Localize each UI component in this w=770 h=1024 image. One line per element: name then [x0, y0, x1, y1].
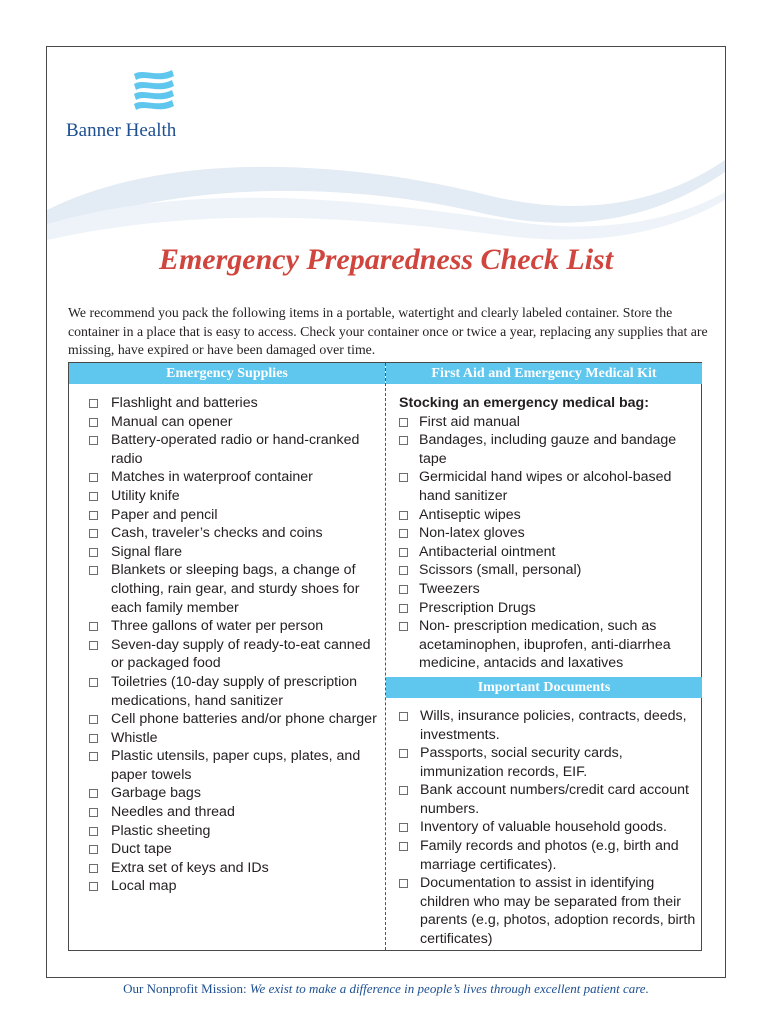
checkbox[interactable]	[399, 879, 408, 888]
checklist-item-text: Seven-day supply of ready-to-eat canned or packaged food	[111, 636, 371, 672]
checkbox[interactable]	[89, 399, 98, 408]
checkbox[interactable]	[399, 842, 408, 851]
checklist-item	[69, 487, 385, 506]
first-aid-list	[386, 413, 702, 673]
checkbox[interactable]	[399, 585, 408, 594]
brand-logo	[66, 66, 196, 146]
checklist-item-text: Plastic sheeting	[111, 822, 211, 839]
checklist-item	[386, 580, 702, 599]
checklist-item-text: Bandages, including gauze and bandage tape	[419, 432, 677, 467]
checklist-item-text: Signal flare	[111, 543, 182, 560]
checklist-item	[69, 710, 385, 729]
checklist-item-text: Paper and pencil	[111, 506, 218, 523]
important-documents-list	[386, 707, 702, 949]
mission-label: Our Nonprofit Mission:	[123, 981, 247, 996]
checklist-item	[69, 822, 385, 841]
checklist-item-text: Passports, social security cards, immunization records, EIF.	[420, 745, 623, 780]
checklist-item-text: Tweezers	[419, 580, 480, 597]
checkbox[interactable]	[399, 749, 408, 758]
checklist-item-text: Inventory of valuable household goods.	[420, 819, 667, 836]
page-title: Emergency Preparedness Check List	[158, 243, 614, 276]
checklist-item-text: Prescription Drugs	[419, 599, 536, 616]
checklist-item	[69, 561, 385, 617]
checkbox[interactable]	[399, 712, 408, 721]
checkbox[interactable]	[399, 418, 408, 427]
checklist-item	[69, 524, 385, 543]
checkbox[interactable]	[89, 752, 98, 761]
checklist-item-text: Flashlight and batteries	[111, 395, 258, 411]
checklist-item-text: Manual can opener	[111, 413, 233, 430]
checkbox[interactable]	[89, 436, 98, 445]
checklist-item	[386, 837, 702, 874]
checklist-item	[69, 747, 385, 784]
checkbox[interactable]	[399, 511, 408, 520]
checklist-item-text: Needles and thread	[111, 804, 235, 821]
checklist-item	[69, 803, 385, 822]
checklist-item	[386, 781, 702, 818]
checklist-item	[386, 431, 702, 468]
checkbox[interactable]	[89, 715, 98, 724]
checklist-item	[69, 636, 385, 673]
checklist-item-text: Extra set of keys and IDs	[111, 859, 269, 876]
checklist-item-text: First aid manual	[419, 413, 520, 430]
banner-flag-logo-icon	[128, 66, 180, 118]
checkbox[interactable]	[89, 566, 98, 575]
checklist-item-text: Battery-operated radio or hand-cranked radio	[111, 432, 360, 467]
checklist-item	[386, 413, 702, 432]
checklist-item-text: Utility knife	[111, 487, 180, 504]
checkbox[interactable]	[399, 786, 408, 795]
emergency-supplies-list	[69, 394, 385, 896]
checkbox[interactable]	[399, 566, 408, 575]
checklist-item-text: Non- prescription medication, such as acetaminophen, ibuprofen, anti-diarrhea medicine, antacids and laxatives	[419, 618, 671, 672]
checklist-item-text: Cash, traveler’s checks and coins	[111, 525, 323, 542]
emergency-supplies-column	[69, 363, 385, 950]
checklist-item	[69, 543, 385, 562]
checkbox[interactable]	[89, 492, 98, 501]
checklist-item-text: Antibacterial ointment	[419, 543, 556, 560]
checkbox[interactable]	[89, 641, 98, 650]
checklist-item	[69, 431, 385, 468]
checklist-item	[69, 784, 385, 803]
checklist-item-text: Local map	[111, 878, 177, 895]
checkbox[interactable]	[399, 604, 408, 613]
checklist-item	[386, 468, 702, 505]
checklist-item-text: Wills, insurance policies, contracts, deeds, investments.	[420, 707, 687, 743]
checkbox[interactable]	[89, 473, 98, 482]
checklist-item	[69, 506, 385, 525]
checkbox[interactable]	[89, 529, 98, 538]
first-aid-heading: First Aid and Emergency Medical Kit	[386, 363, 702, 384]
checklist-item	[69, 840, 385, 859]
checklist-item-text: Blankets or sleeping bags, a change of clothing, rain gear, and sturdy shoes for each family member	[111, 562, 360, 616]
checklist-item	[386, 561, 702, 580]
first-aid-column	[386, 363, 702, 950]
checkbox[interactable]	[89, 864, 98, 873]
intro-paragraph: We recommend you pack the following items in a portable, watertight and clearly labeled container. Store the container in a place that is easy to access. Check your container once or twice a year, replacing any supplies that are missing, have expired or have been damaged over time.	[68, 305, 708, 357]
checklist-item	[69, 413, 385, 432]
checklist-item	[386, 707, 702, 744]
checklist-item-text: Toiletries (10-day supply of prescription medications, hand sanitizer	[111, 673, 358, 709]
checkbox[interactable]	[89, 882, 98, 891]
checklist-item	[386, 874, 702, 948]
checklist-item-text: Garbage bags	[111, 785, 201, 802]
checklist-item-text: Three gallons of water per person	[111, 618, 324, 635]
checklist-item-text: Documentation to assist in identifying children who may be separated from their parents (e.g, photos, adoption records, birth certificates)	[420, 875, 696, 948]
brand-name: Banner Health	[66, 120, 177, 141]
checklist-item-text: Duct tape	[111, 841, 172, 858]
checkbox[interactable]	[399, 473, 408, 482]
checkbox[interactable]	[89, 678, 98, 687]
checklist-item-text: Antiseptic wipes	[419, 506, 521, 523]
checklist-item	[69, 468, 385, 487]
checklist-item	[386, 744, 702, 781]
important-documents-heading: Important Documents	[386, 677, 702, 698]
checklist-item	[69, 859, 385, 878]
checkbox[interactable]	[89, 418, 98, 427]
checkbox[interactable]	[89, 789, 98, 798]
emergency-supplies-heading: Emergency Supplies	[69, 363, 385, 384]
checkbox[interactable]	[89, 511, 98, 520]
checkbox[interactable]	[89, 622, 98, 631]
checklist-item	[386, 543, 702, 562]
checkbox[interactable]	[399, 622, 408, 631]
checklist-item-text: Family records and photos (e.g, birth and marriage certificates).	[420, 838, 679, 873]
checklist-item-text: Matches in waterproof container	[111, 469, 313, 486]
mission-text: We exist to make a difference in people’s lives through excellent patient care.	[249, 981, 649, 996]
checkbox[interactable]	[89, 827, 98, 836]
checkbox[interactable]	[399, 529, 408, 538]
mission-statement	[46, 981, 726, 997]
checklist-item	[386, 617, 702, 673]
checkbox[interactable]	[399, 436, 408, 445]
checklist-item	[386, 524, 702, 543]
checkbox[interactable]	[89, 548, 98, 557]
checklist-item	[386, 818, 702, 837]
checklist-item-text: Non-latex gloves	[419, 525, 525, 542]
checkbox[interactable]	[399, 823, 408, 832]
checklist-item	[69, 617, 385, 636]
checklist-item	[69, 673, 385, 710]
checklist-item-text: Bank account numbers/credit card account numbers.	[420, 782, 689, 817]
checkbox[interactable]	[399, 548, 408, 557]
checkbox[interactable]	[89, 845, 98, 854]
checklist-item-text: Cell phone batteries and/or phone charger	[111, 711, 377, 728]
checklist-item-text: Germicidal hand wipes or alcohol-based hand sanitizer	[419, 469, 672, 504]
checkbox[interactable]	[89, 734, 98, 743]
decorative-swoosh	[47, 140, 725, 250]
checklist-item	[386, 599, 702, 618]
checklist-item-text: Scissors (small, personal)	[419, 562, 582, 579]
checkbox[interactable]	[89, 808, 98, 817]
checklist-item-text: Plastic utensils, paper cups, plates, and paper towels	[111, 748, 361, 783]
checklist-grid	[68, 362, 702, 951]
checklist-item-text: Whistle	[111, 729, 158, 746]
medical-bag-subheading: Stocking an emergency medical bag:	[399, 395, 649, 411]
checklist-item	[69, 394, 385, 413]
checklist-item	[69, 729, 385, 748]
checklist-item	[69, 877, 385, 896]
checklist-item	[386, 506, 702, 525]
